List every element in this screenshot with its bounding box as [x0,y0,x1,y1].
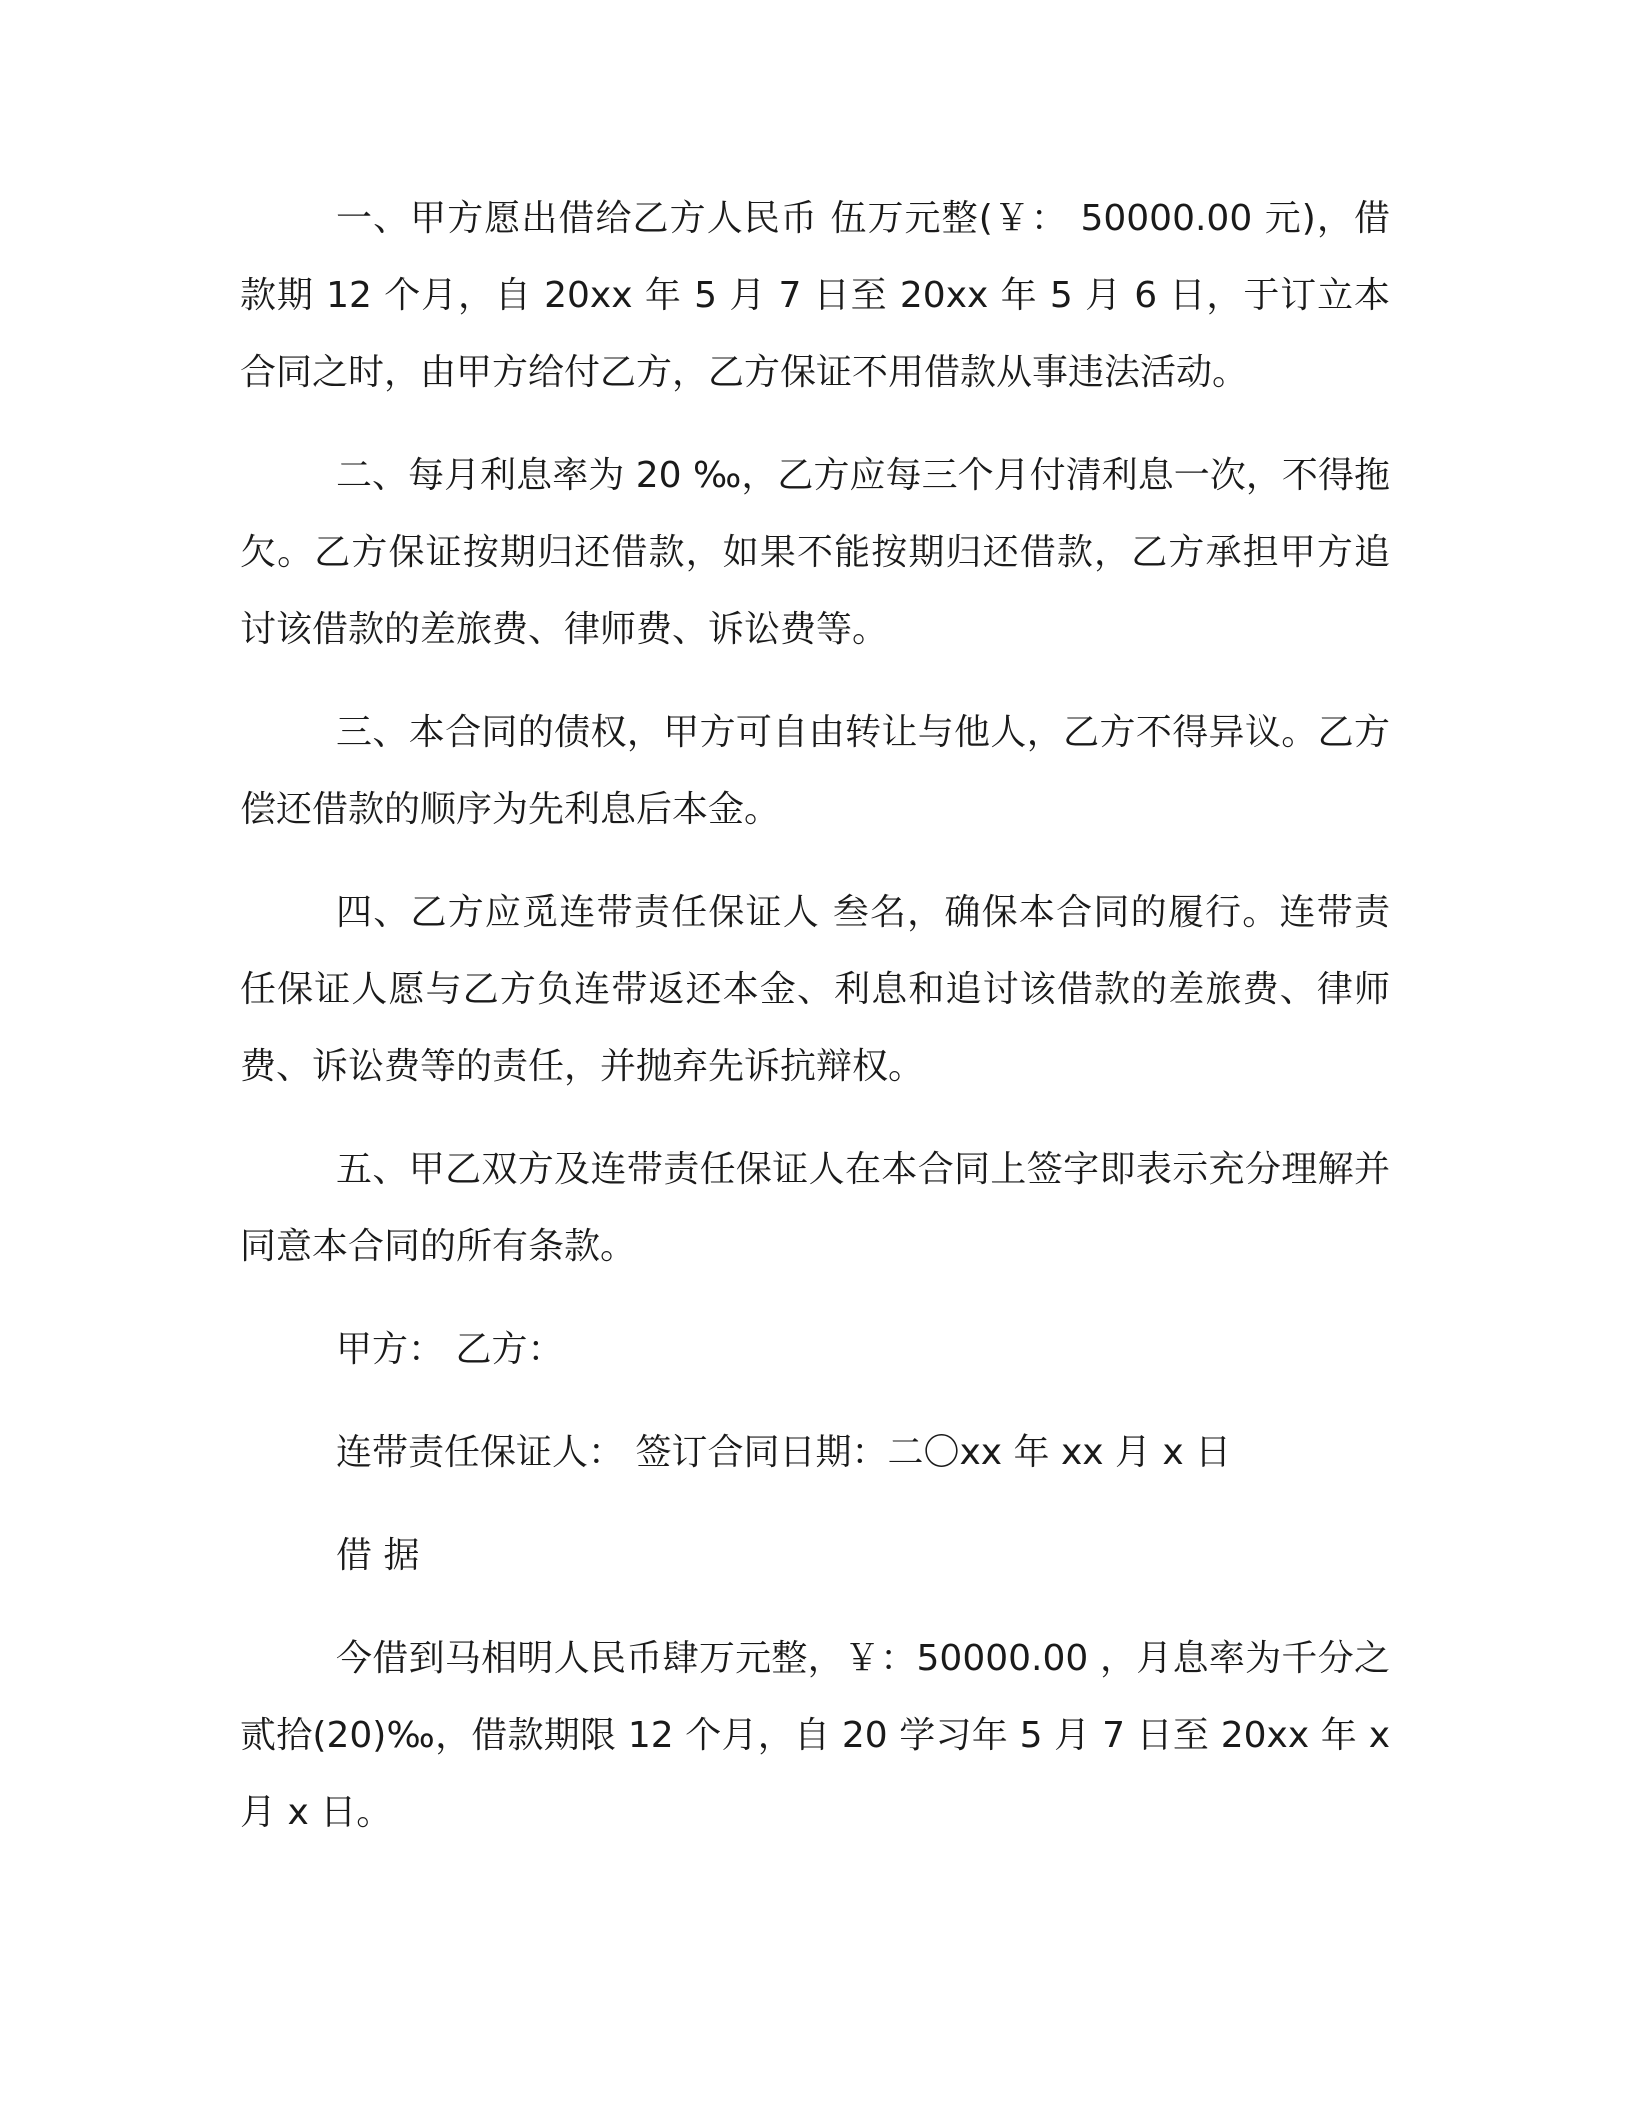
clause-2: 二、每月利息率为 20 ‰，乙方应每三个月付清利息一次，不得拖欠。乙方保证按期归还借款，如果不能按期归还借款，乙方承担甲方追讨该借款的差旅费、律师费、诉讼费等。 [240,455,1390,650]
iou-title: 借 据 [336,1535,420,1576]
clause-4: 四、乙方应觅连带责任保证人 叁名，确保本合同的履行。连带责任保证人愿与乙方负连带返还本金、利息和追讨该借款的差旅费、律师费、诉讼费等的责任，并抛弃先诉抗辩权。 [240,892,1390,1087]
document-body [240,180,1390,1877]
clause-3: 三、本合同的债权，甲方可自由转让与他人，乙方不得异议。乙方偿还借款的顺序为先利息后本金。 [240,712,1390,830]
clause-5: 五、甲乙双方及连带责任保证人在本合同上签字即表示充分理解并同意本合同的所有条款。 [240,1149,1390,1267]
parties-signature-line: 甲方： 乙方： [336,1329,564,1370]
iou-body: 今借到马相明人民币肆万元整，￥：50000.00 ，月息率为千分之 贰拾(20)‰，借款期限 12 个月，自 20 学习年 5 月 7 日至 20xx 年 x 月 x 日。 [240,1638,1390,1833]
clause-1: 一、甲方愿出借给乙方人民币 伍万元整(￥： 50000.00 元)，借款期 12 个月，自 20xx 年 5 月 7 日至 20xx 年 5 月 6 日，于订立本合同之时，由甲方给付乙方，乙方保证不用借款从事违法活动。 [240,198,1390,393]
guarantor-date-line: 连带责任保证人： 签订合同日期：二〇xx 年 xx 月 x 日 [336,1432,1232,1473]
